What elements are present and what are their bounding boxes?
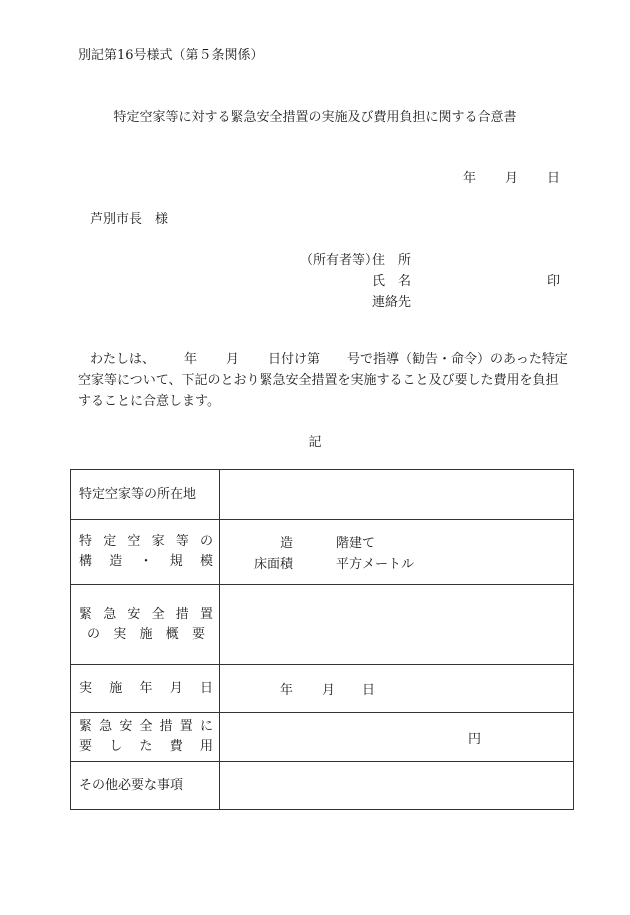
body-line-1 [78, 349, 576, 370]
char: 施 [139, 626, 153, 642]
date-year: 年 [463, 171, 477, 186]
structure-label [71, 520, 220, 585]
summary-label [71, 585, 220, 665]
location-value [220, 470, 574, 520]
char: 費 [169, 739, 183, 754]
char: 定 [103, 534, 117, 549]
party-role: （所有者等） [300, 253, 379, 268]
body-month: 月 [226, 352, 240, 367]
char: 要 [79, 739, 93, 754]
char: 全 [151, 606, 165, 622]
row-date [71, 665, 574, 713]
char: 造 [109, 554, 123, 569]
summary-label-line-1 [79, 605, 213, 625]
structure-label-line-1 [79, 532, 213, 552]
row-structure [71, 520, 574, 585]
char: 要 [191, 626, 205, 642]
char: 概 [165, 626, 179, 642]
char: 年 [139, 680, 153, 696]
cost-label-line-1 [79, 717, 213, 737]
char: 安 [119, 719, 133, 734]
char: 規 [169, 554, 183, 569]
party-contact-label: 連絡先 [372, 295, 412, 310]
char: 日 [199, 680, 213, 696]
body-year: 年 [184, 352, 198, 367]
char: 特 [79, 534, 93, 549]
party-name-label: 氏 名 [372, 274, 412, 289]
floor-area-label: 床面積 [254, 557, 294, 572]
date-month: 月 [505, 171, 519, 186]
date-label [71, 665, 220, 713]
char: し [109, 739, 123, 754]
ki-heading: 記 [308, 435, 322, 450]
char: 構 [79, 554, 93, 569]
date-day: 日 [547, 171, 561, 186]
char: 月 [169, 680, 183, 696]
summary-value [220, 585, 574, 665]
cost-unit: 円 [468, 732, 482, 747]
impl-day: 日 [362, 683, 376, 698]
details-table [70, 469, 574, 810]
char: 緊 [79, 606, 93, 622]
char: に [199, 719, 213, 734]
body-instruction: 号で指導（勧告・命令）のあった特定 [347, 352, 568, 367]
body-intro: わたしは、 [90, 352, 156, 367]
char: 全 [139, 719, 153, 734]
char: 実 [79, 680, 93, 696]
location-label: 特定空家等の所在地 [71, 470, 220, 520]
row-other [71, 762, 574, 810]
impl-year: 年 [280, 683, 294, 698]
char: 緊 [79, 719, 93, 734]
char: た [139, 739, 153, 754]
char: 置 [199, 606, 213, 622]
body-line-2: 空家等について、下記のとおり緊急安全措置を実施すること及び要した費用を負担 [78, 373, 559, 388]
row-cost [71, 713, 574, 762]
char: の [199, 534, 213, 549]
cost-label [71, 713, 220, 762]
party-address-label: 住 所 [372, 253, 412, 268]
row-location [71, 470, 574, 520]
char: 等 [175, 534, 189, 549]
char: 家 [151, 534, 165, 549]
char: 空 [127, 534, 141, 549]
row-summary [71, 585, 574, 665]
char: 施 [109, 680, 123, 696]
body-day-number: 日付け第 [268, 352, 321, 367]
cost-label-line-2 [79, 737, 213, 757]
addressee: 芦別市長 様 [90, 212, 169, 227]
structure-label-line-2 [79, 552, 213, 572]
char: ・ [139, 554, 153, 569]
char: 用 [199, 739, 213, 754]
impl-month: 月 [322, 683, 336, 698]
other-label: その他必要な事項 [71, 762, 220, 810]
other-value [220, 762, 574, 810]
document-title: 特定空家等に対する緊急安全措置の実施及び費用負担に関する合意書 [113, 110, 517, 125]
seal-mark: 印 [547, 274, 561, 289]
structure-value [220, 520, 574, 585]
char: 安 [127, 606, 141, 622]
char: 模 [199, 554, 213, 569]
structure-floors: 階建て [336, 536, 376, 551]
implementation-date-value [220, 665, 574, 713]
agreement-body [78, 349, 576, 412]
char: 急 [103, 606, 117, 622]
form-number: 別記第16号様式（第５条関係） [78, 48, 264, 63]
char: 急 [99, 719, 113, 734]
char: 置 [179, 719, 193, 734]
char: 措 [159, 719, 173, 734]
structure-kind: 造 [280, 536, 294, 551]
char: 措 [175, 606, 189, 622]
char: の [87, 626, 101, 642]
char: 実 [113, 626, 127, 642]
summary-label-line-2 [79, 625, 213, 645]
body-line-3: することに合意します。 [78, 394, 220, 409]
date-label-line [79, 679, 213, 699]
floor-area-unit: 平方メートル [336, 557, 415, 572]
cost-value [220, 713, 574, 762]
